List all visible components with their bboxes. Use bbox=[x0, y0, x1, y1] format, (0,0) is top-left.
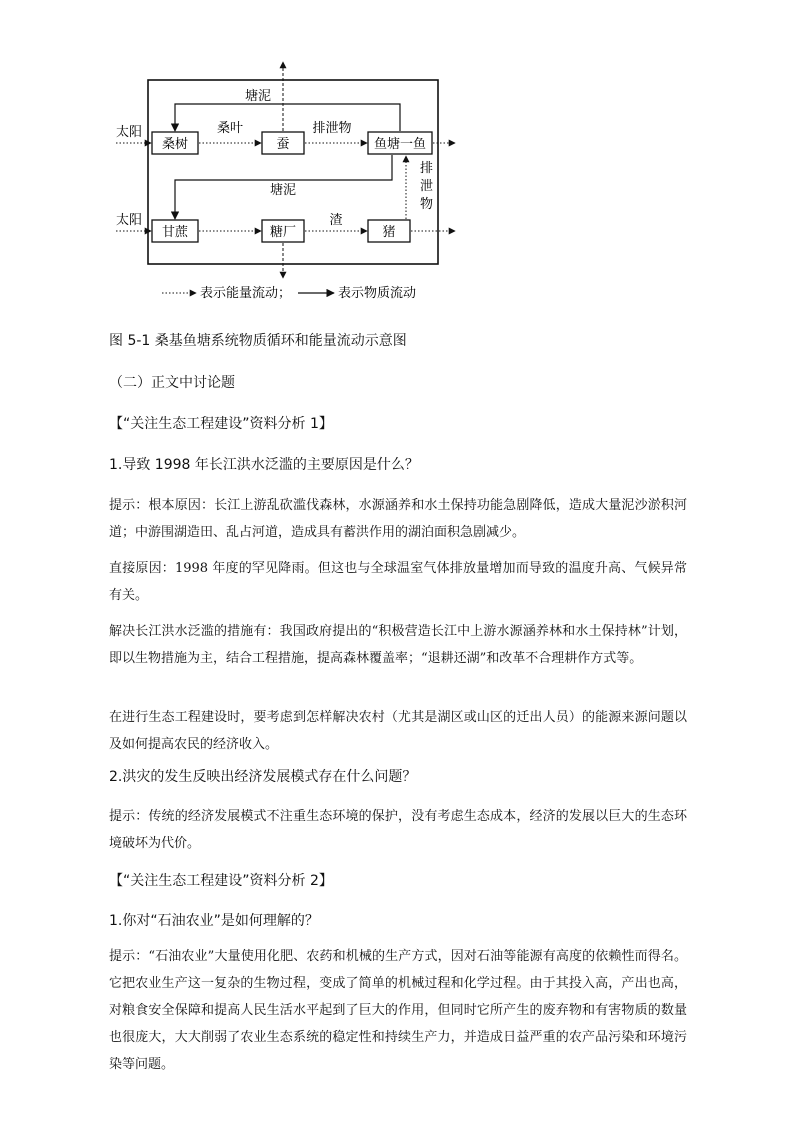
label-wu: 物 bbox=[420, 197, 434, 212]
label-xie: 泄 bbox=[420, 179, 434, 194]
label-zha: 渣 bbox=[329, 213, 343, 228]
material2-answer-1: 提示：“石油农业”大量使用化肥、农药和机械的生产方式，因对石油等能源有高度的依赖性而得名。它把农业生产这一复杂的生物过程，变成了简单的机械过程和化学过程。由于其投入高，产出也高，对粮食安全保障和提高人民生活水平起到了巨大的作用，但同时它所产生的废弃物和有害物质的数量也很庞大，大大削弱了农业生态系统的稳定性和持续生产力，并造成日益严重的农产品污染和环境污染等问题。 bbox=[109, 949, 687, 1072]
node-tangchang: 糖厂 bbox=[269, 225, 297, 240]
material1-heading: 【“关注生态工程建设”资料分析 1】 bbox=[109, 416, 333, 432]
label-sangye: 桑叶 bbox=[216, 121, 244, 136]
label-pai: 排 bbox=[420, 161, 434, 176]
material1-question-1: 1.导致 1998 年长江洪水泛滥的主要原因是什么？ bbox=[109, 457, 419, 473]
node-zhu: 猪 bbox=[382, 225, 396, 240]
mulberry-fishpond-diagram bbox=[100, 60, 460, 305]
material1-answer-5: 提示：传统的经济发展模式不注重生态环境的保护，没有考虑生态成本，经济的发展以巨大的生态环境破坏为代价。 bbox=[109, 809, 687, 851]
legend-material: 表示物质流动 bbox=[338, 286, 417, 301]
node-yutang: 鱼塘一鱼 bbox=[373, 137, 427, 152]
figure-caption: 图 5-1 桑基鱼塘系统物质循环和能量流动示意图 bbox=[109, 333, 407, 349]
legend-energy: 表示能量流动； bbox=[200, 286, 292, 301]
label-tangni-top: 塘泥 bbox=[244, 89, 272, 104]
material1-question-2: 2.洪灾的发生反映出经济发展模式存在什么问题？ bbox=[109, 769, 417, 785]
label-sun-2: 太阳 bbox=[116, 213, 143, 228]
material1-answer-1: 提示：根本原因：长江上游乱砍滥伐森林，水源涵养和水土保持功能急剧降低，造成大量泥沙淤积河道；中游围湖造田、乱占河道，造成具有蓄洪作用的湖泊面积急剧减少。 bbox=[109, 498, 687, 540]
material1-answer-4: 在进行生态工程建设时，要考虑到怎样解决农村（尤其是湖区或山区的迁出人员）的能源来源问题以及如何提高农民的经济收入。 bbox=[109, 710, 687, 752]
material2-question-1: 1.你对“石油农业”是如何理解的？ bbox=[109, 913, 319, 929]
material1-answer-2: 直接原因：1998 年度的罕见降雨。但这也与全球温室气体排放量增加而导致的温度升高、气候异常有关。 bbox=[109, 561, 687, 603]
label-tangni-mid: 塘泥 bbox=[269, 183, 297, 198]
material-arrow-tangni-top bbox=[175, 104, 400, 131]
node-sangshu: 桑树 bbox=[161, 137, 189, 152]
node-ganzhe: 甘蔗 bbox=[161, 225, 189, 240]
material1-answer-3: 解决长江洪水泛滥的措施有：我国政府提出的“积极营造长江中上游水源涵养林和水土保持林”计划，即以生物措施为主，结合工程措施，提高森林覆盖率；“退耕还湖”和改革不合理耕作方式等。 bbox=[109, 624, 687, 666]
section-title: （二）正文中讨论题 bbox=[109, 375, 235, 391]
label-sun-1: 太阳 bbox=[116, 125, 143, 140]
label-paixiewu-top: 排泄物 bbox=[312, 121, 352, 136]
material2-heading: 【“关注生态工程建设”资料分析 2】 bbox=[109, 873, 333, 889]
node-can: 蚕 bbox=[276, 137, 290, 152]
